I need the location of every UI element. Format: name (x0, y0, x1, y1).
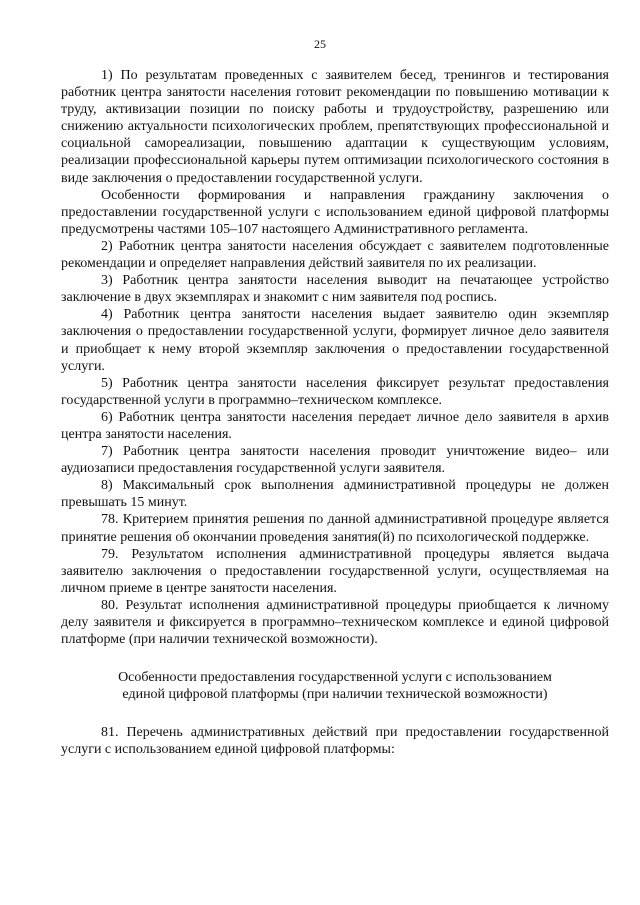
paragraph-item-4: 4) Работник центра занятости населения выдает заявителю один экземпляр заключения о предоставлении государственной услуги, формирует личное дело заявителя и приобщает к нему второй экземпляр заключения о предоставлении государственной услуги. (61, 307, 609, 374)
paragraph-digital-platform-note: Особенности формирования и направления гражданину заключения о предоставлении государственной услуги с использованием единой цифровой платформы предусмотрены частями 105–107 настоящего Административного регламента. (61, 187, 609, 237)
paragraph-item-1: 1) По результатам проведенных с заявителем бесед, тренингов и тестирования работник центра занятости населения готовит рекомендации по повышению мотивации к труду, активизации позиции по поиску работы и трудоустройству, разрешению или снижению актуальности психологических проблем, препятствующих профессиональной и социальной самореализации, повышению адаптации к существующим условиям, реализации профессиональной карьеры путем оптимизации психологического состояния в виде заключения о предоставлении государственной услуги. (61, 68, 609, 186)
paragraph-item-8: 8) Максимальный срок выполнения административной процедуры не должен превышать 15 минут. (61, 478, 609, 511)
section-heading (61, 669, 609, 703)
paragraph-item-7: 7) Работник центра занятости населения проводит уничтожение видео– или аудиозаписи предоставления государственной услуги заявителя. (61, 444, 609, 477)
paragraph-clause-81: 81. Перечень административных действий при предоставлении государственной услуги с использованием единой цифровой платформы: (61, 725, 609, 758)
page-number: 25 (314, 37, 326, 51)
paragraph-clause-78: 78. Критерием принятия решения по данной административной процедуре является принятие решения об окончании проведения занятия(й) по психологической поддержке. (61, 512, 609, 545)
paragraph-item-2: 2) Работник центра занятости населения обсуждает с заявителем подготовленные рекомендации и определяет направления действий заявителя по их реализации. (61, 238, 609, 272)
document-body (61, 67, 609, 759)
section-heading-line-1: Особенности предоставления государственной услуги с использованием (118, 670, 552, 686)
paragraph-clause-80: 80. Результат исполнения административной процедуры приобщается к личному делу заявителя и фиксируется в программно–техническом комплексе и единой цифровой платформе (при наличии технической возможности). (61, 597, 609, 648)
paragraph-item-5: 5) Работник центра занятости населения фиксирует результат предоставления государственной услуги в программно–техническом комплексе. (61, 375, 609, 408)
paragraph-clause-79: 79. Результатом исполнения административной процедуры является выдача заявителю заключения о предоставлении государственной услуги, осуществляемая на личном приеме в центре занятости населения. (61, 546, 609, 596)
paragraph-item-6: 6) Работник центра занятости населения передает личное дело заявителя в архив центра занятости населения. (61, 409, 609, 442)
paragraph-item-3: 3) Работник центра занятости населения выводит на печатающее устройство заключение в двух экземплярах и знакомит с ним заявителя под роспись. (61, 273, 609, 306)
section-heading-line-2: единой цифровой платформы (при наличии технической возможности) (122, 687, 548, 703)
